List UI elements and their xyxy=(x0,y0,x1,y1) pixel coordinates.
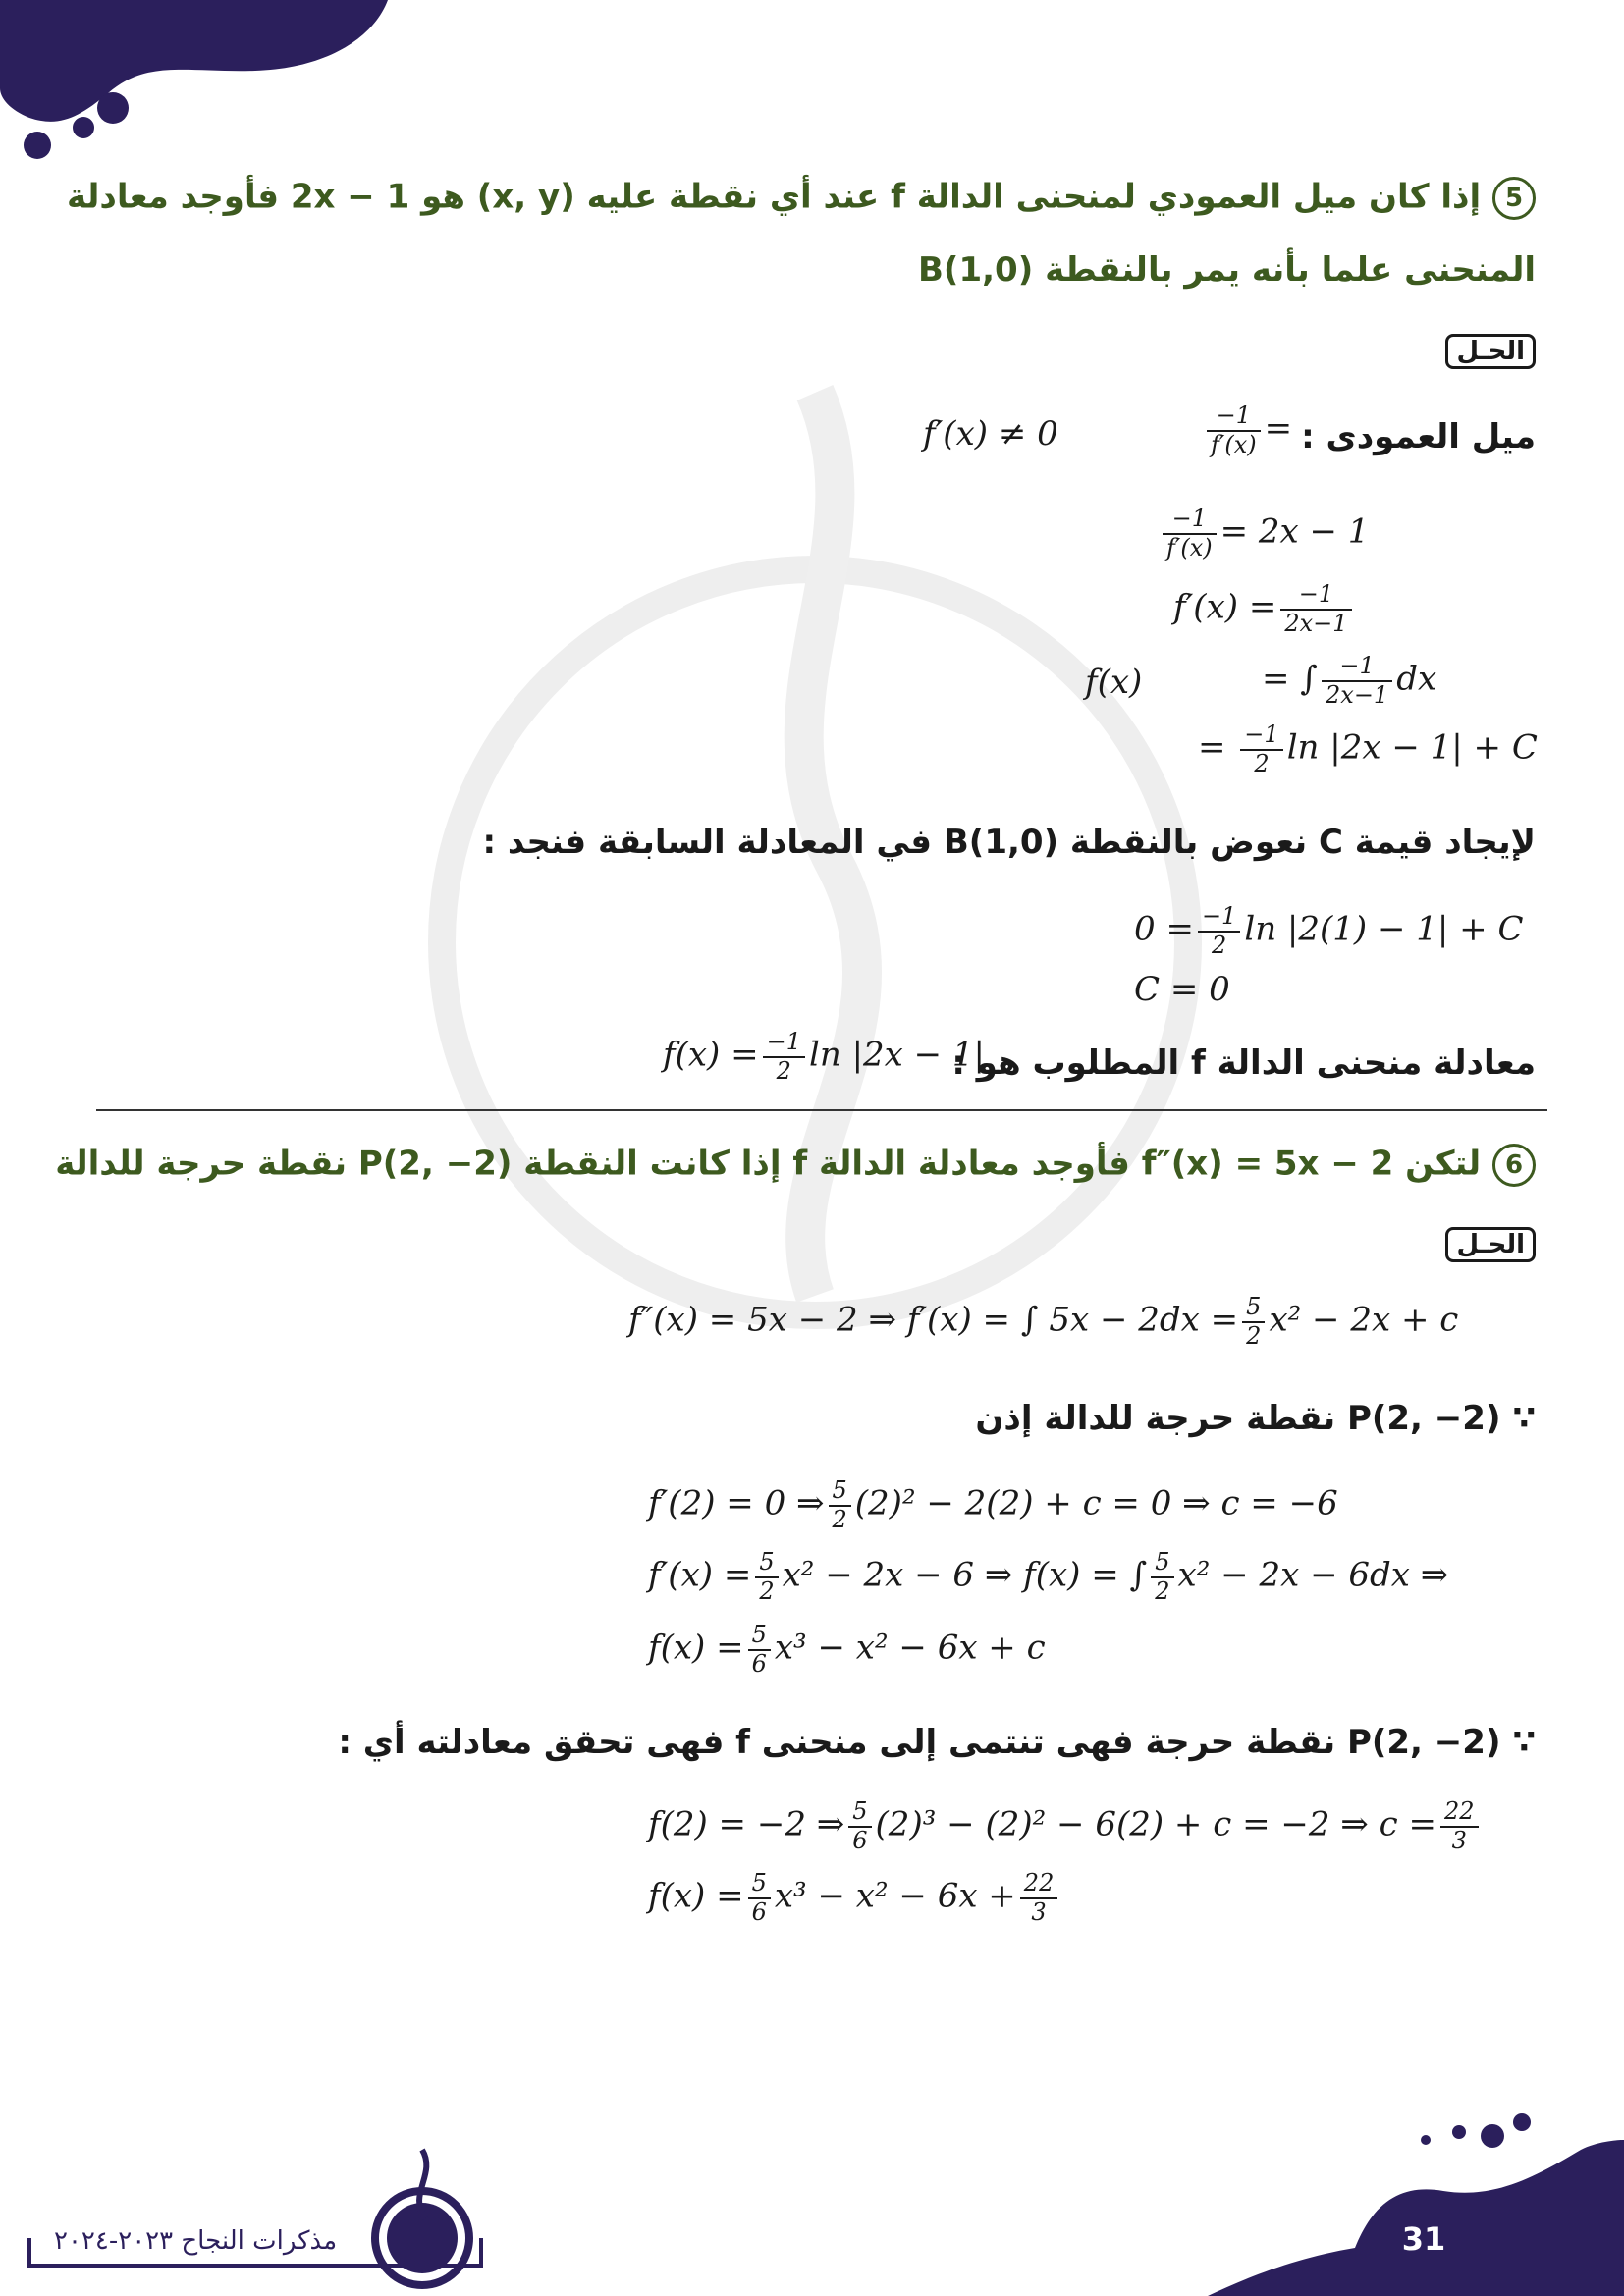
q5-step4: = $\frac{-1}{2}$ ln |2x − 1| + C xyxy=(1198,721,1538,777)
corner-blob-bottom-right xyxy=(1208,2110,1624,2296)
frac: $\frac{-1}{f'(x)}$ xyxy=(1207,402,1261,458)
page-number: 31 xyxy=(1401,2220,1446,2258)
q6-number-badge: 6 xyxy=(1492,1144,1536,1187)
q5-result-expr: f(x) = $\frac{-1}{2}$ ln |2x − 1| xyxy=(663,1028,986,1085)
footer-brand: مذكرات النجاح ٢٠٢٣-٢٠٢٤ xyxy=(54,2226,338,2256)
q6-solution-label: الحـل xyxy=(1445,1227,1536,1262)
q5-slope-label: ميل العمودى : xyxy=(1301,417,1536,456)
q6-belongs-text: ∵ P(2, −2) نقطة حرجة فهى تنتمى إلى منحنى f فهى تحقق معادلته أي : xyxy=(338,1723,1536,1762)
q6-eq6: f(x) = $\frac{5}{6}$ x³ − x² − 6x + $\frac{22}{3}$ xyxy=(648,1870,1061,1926)
q5-sub-line2: C = 0 xyxy=(1134,970,1230,1009)
frac: $\frac{-1}{2x-1}$ xyxy=(1280,581,1351,637)
q5-slope-expr: $\frac{-1}{f'(x)}$ = xyxy=(1203,402,1292,458)
q5-line1: 5 إذا كان ميل العمودي لمنحنى الدالة f عند أي نقطة عليه (x, y) هو 2x − 1 فأوجد معادلة xyxy=(67,177,1536,220)
frac: $\frac{5}{2}$ xyxy=(829,1477,851,1533)
frac: $\frac{-1}{2x-1}$ xyxy=(1322,653,1392,709)
q6-eq1: f″(x) = 5x − 2 ⇒ f′(x) = ∫ 5x − 2dx = $\frac{5}{2}$ x² − 2x + c xyxy=(628,1293,1459,1350)
q6-eq4: f(x) = $\frac{5}{6}$ x³ − x² − 6x + c xyxy=(648,1621,1046,1678)
frac: $\frac{-1}{2}$ xyxy=(1240,721,1282,777)
q5-solution-label: الحـل xyxy=(1445,334,1536,369)
q5-sub-line1: 0 = $\frac{-1}{2}$ ln |2(1) − 1| + C xyxy=(1134,902,1524,959)
frac: $\frac{5}{2}$ xyxy=(1151,1549,1173,1605)
frac: $\frac{5}{6}$ xyxy=(848,1798,871,1854)
q5-step2: f′(x) = $\frac{-1}{2x-1}$ xyxy=(1173,581,1356,637)
q5-step3-lhs: f(x) xyxy=(1085,663,1143,702)
frac: $\frac{5}{2}$ xyxy=(1242,1294,1265,1350)
footer-logo xyxy=(358,2145,486,2292)
q5-line2: المنحنى علما بأنه يمر بالنقطة B(1,0) xyxy=(918,250,1536,290)
q5-slope-cond: f′(x) ≠ 0 xyxy=(923,414,1058,454)
frac: $\frac{-1}{2}$ xyxy=(1198,903,1240,959)
corner-blob-top-left xyxy=(0,0,393,177)
q6-eq3: f′(x) = $\frac{5}{2}$ x² − 2x − 6 ⇒ f(x) = ∫ $\frac{5}{2}$ x² − 2x − 6dx ⇒ xyxy=(648,1548,1449,1605)
q6-critical-text: ∵ P(2, −2) نقطة حرجة للدالة إذن xyxy=(975,1399,1536,1438)
q5-number-badge: 5 xyxy=(1492,177,1536,220)
q5-result-label: معادلة منحنى الدالة f المطلوب هو : xyxy=(951,1043,1536,1083)
frac: $\frac{5}{2}$ xyxy=(755,1549,778,1605)
q5-step1: $\frac{-1}{f'(x)}$ = 2x − 1 xyxy=(1159,506,1369,561)
q5-find-c: لإيجاد قيمة C نعوض بالنقطة B(1,0) في المعادلة السابقة فنجد : xyxy=(482,823,1536,862)
q6-eq2: f′(2) = 0 ⇒ $\frac{5}{2}$ (2)² − 2(2) + c = 0 ⇒ c = −6 xyxy=(648,1476,1338,1533)
section-divider xyxy=(96,1109,1547,1111)
frac: $\frac{22}{3}$ xyxy=(1440,1798,1479,1854)
q6-line1: 6 لتكن f″(x) = 5x − 2 فأوجد معادلة الدالة f إذا كانت النقطة P(2, −2) نقطة حرجة للدالة xyxy=(55,1144,1536,1187)
frac: $\frac{-1}{2}$ xyxy=(763,1029,805,1085)
q6-eq5: f(2) = −2 ⇒ $\frac{5}{6}$ (2)³ − (2)² − 6(2) + c = −2 ⇒ c = $\frac{22}{3}$ xyxy=(648,1798,1483,1854)
watermark-logo xyxy=(373,353,1257,1433)
q5-step3-rhs: = ∫ $\frac{-1}{2x-1}$ dx xyxy=(1262,652,1437,709)
frac: $\frac{-1}{f'(x)}$ xyxy=(1163,506,1217,561)
frac: $\frac{22}{3}$ xyxy=(1020,1870,1058,1926)
frac: $\frac{5}{6}$ xyxy=(748,1622,771,1678)
frac: $\frac{5}{6}$ xyxy=(748,1870,771,1926)
